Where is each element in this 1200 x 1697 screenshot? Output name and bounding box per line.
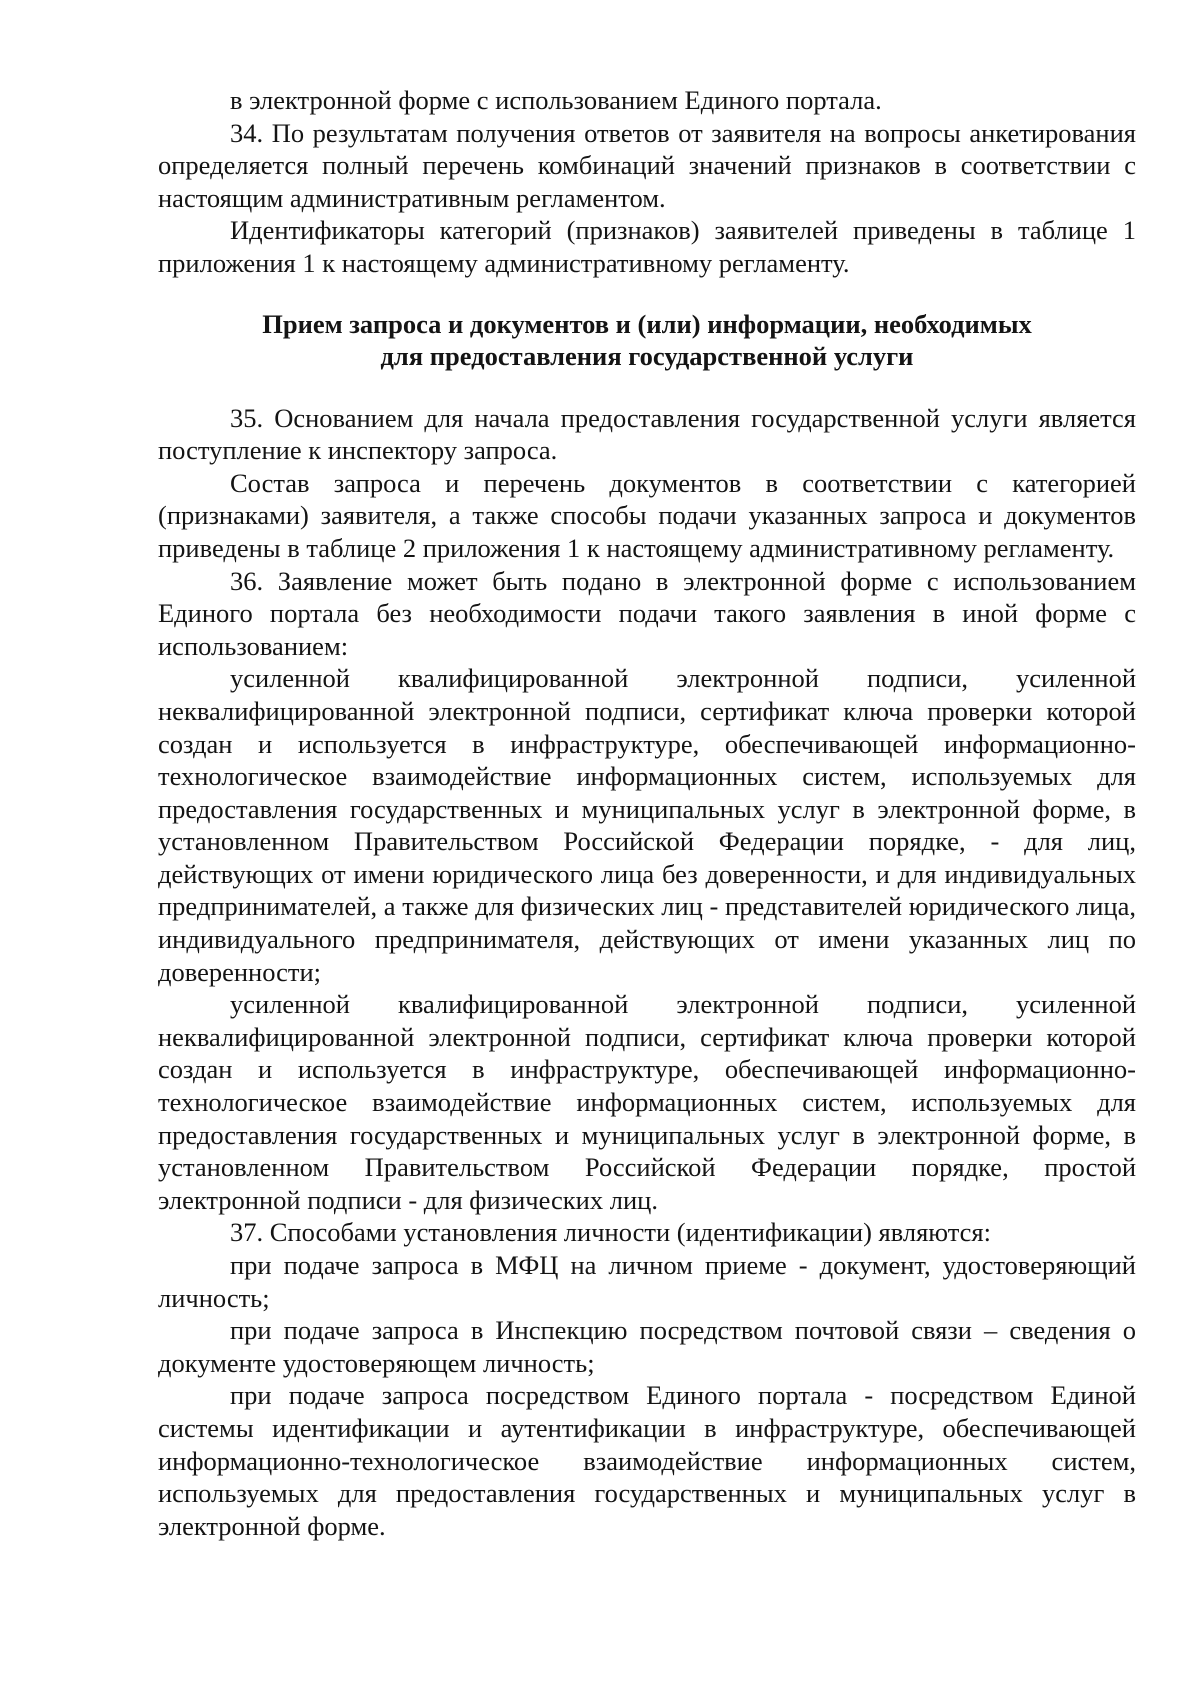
paragraph-36: 36. Заявление может быть подано в электронной форме с использованием Единого портала без необходимости подачи такого заявления в иной форме с использованием: [158, 565, 1136, 661]
paragraph-postal-identification: при подаче запроса в Инспекцию посредством почтовой связи – сведения о документе удостоверяющем личность; [158, 1315, 1136, 1378]
section-heading-line-1: Прием запроса и документов и (или) информации, необходимых [262, 308, 1032, 339]
paragraph-request-composition: Состав запроса и перечень документов в соответствии с категорией (признаками) заявителя, а также способы подачи указанных запроса и документов приведены в таблице 2 приложения 1 к настоящему административному регламенту. [158, 467, 1136, 563]
paragraph-mfc-identification: при подаче запроса в МФЦ на личном приеме - документ, удостоверяющий личность; [158, 1250, 1136, 1313]
section-heading-line-2: для предоставления государственной услуги [380, 340, 914, 371]
paragraph-34: 34. По результатам получения ответов от заявителя на вопросы анкетирования определяется полный перечень комбинаций значений признаков в соответствии с настоящим административным регламентом. [158, 117, 1136, 213]
document-page [158, 84, 1136, 1542]
section-heading [158, 308, 1136, 372]
paragraph-37: 37. Способами установления личности (идентификации) являются: [230, 1217, 991, 1248]
paragraph-continuation: в электронной форме с использованием Единого портала. [230, 85, 882, 115]
paragraph-signature-legal: усиленной квалифицированной электронной подписи, усиленной неквалифицированной электронной подписи, сертификат ключа проверки которой создан и используется в инфраструктуре, обеспечивающей информационно-технологическое взаимодействие информационных систем, используемых для предоставления государственных и муниципальных услуг в электронной форме, в установленном Правительством Российской Федерации порядке, - для лиц, действующих от имени юридического лица без доверенности, и для индивидуальных предпринимателей, а также для физических лиц - представителей юридического лица, индивидуального предпринимателя, действующих от имени указанных лиц по доверенности; [158, 663, 1136, 987]
paragraph-identifiers: Идентификаторы категорий (признаков) заявителей приведены в таблице 1 приложения 1 к настоящему административному регламенту. [158, 215, 1136, 278]
paragraph-35: 35. Основанием для начала предоставления государственной услуги является поступление к инспектору запроса. [158, 402, 1136, 466]
paragraph-signature-individuals: усиленной квалифицированной электронной подписи, усиленной неквалифицированной электронной подписи, сертификат ключа проверки которой создан и используется в инфраструктуре, обеспечивающей информационно-технологическое взаимодействие информационных систем, используемых для предоставления государственных и муниципальных услуг в электронной форме, в установленном Правительством Российской Федерации порядке, простой электронной подписи - для физических лиц. [158, 989, 1136, 1215]
paragraph-portal-identification: при подаче запроса посредством Единого портала - посредством Единой системы идентификации и аутентификации в инфраструктуре, обеспечивающей информационно-технологическое взаимодействие информационных систем, используемых для предоставления государственных и муниципальных услуг в электронной форме. [158, 1380, 1136, 1541]
